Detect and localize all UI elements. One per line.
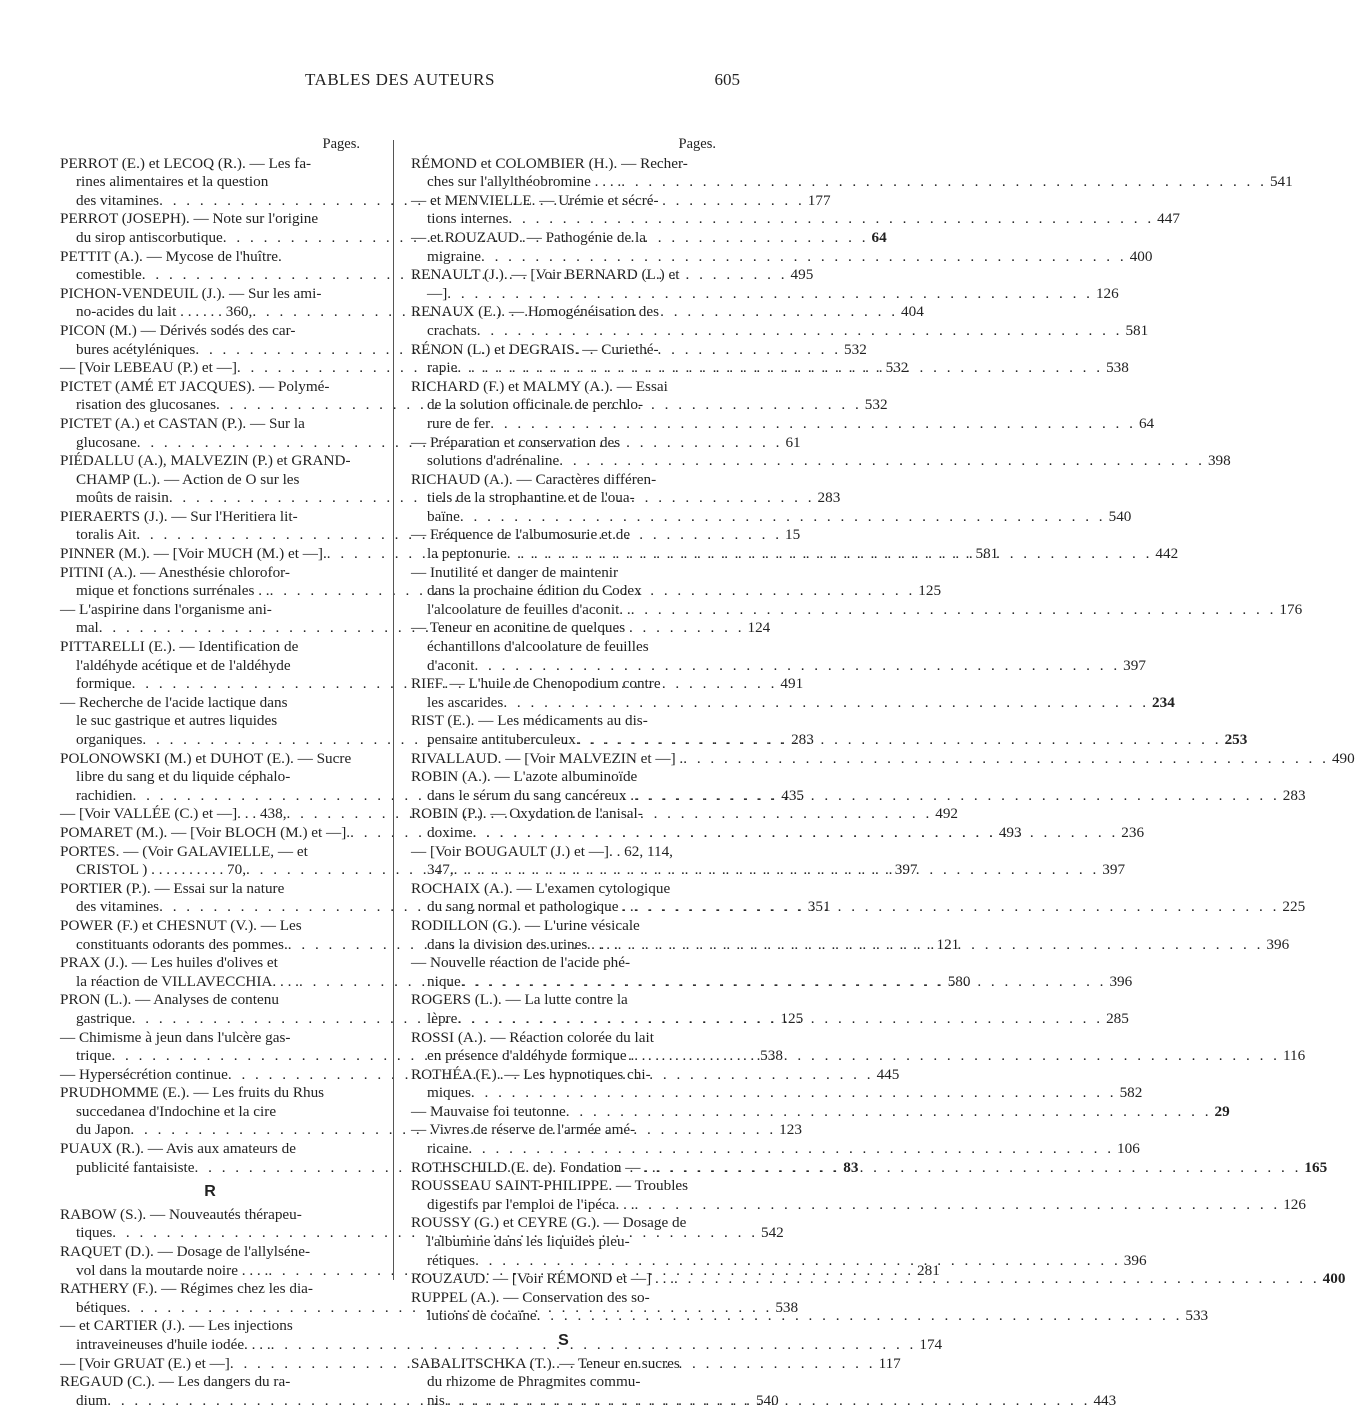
entry-page: 123 [779, 1121, 802, 1139]
entry-text: CRISTOL ) . . . . . . . . . . 70, [76, 861, 247, 879]
leader-dots [474, 657, 1120, 676]
entry-page: 397 [1102, 861, 1126, 879]
entry-text: succedanea d'Indochine et la cire [76, 1102, 277, 1120]
entry-text: l'aldéhyde acétique et de l'aldéhyde [76, 656, 291, 674]
entry-text: PRUDHOMME (E.). — Les fruits du Rhus [60, 1084, 325, 1102]
entry-page: 542 [760, 1224, 784, 1242]
entry-page: 491 [780, 675, 804, 693]
entry-text: ROGERS (L.). — La lutte contre la [411, 991, 628, 1009]
index-entry [411, 154, 1293, 192]
entry-page: 15 [785, 526, 801, 544]
entry-text: libre du sang et du liquide céphalo- [76, 768, 291, 786]
entry-page: 533 [1185, 1307, 1209, 1325]
leader-dots [477, 322, 1123, 341]
entry-text: RUPPEL (A.). — Conservation des so- [411, 1288, 650, 1306]
entry-page: 285 [1106, 1009, 1129, 1027]
leader-dots [634, 787, 1280, 806]
entry-text: miques [427, 1084, 471, 1102]
entry-text: du Japon [76, 1121, 131, 1139]
leader-dots [490, 415, 1136, 434]
leader-dots [468, 1140, 1114, 1159]
section-letter: S [558, 1332, 569, 1349]
entry-page: 442 [1155, 545, 1179, 563]
entry-text: lutions de cocaïne [427, 1307, 537, 1325]
entry-page: 64 [871, 228, 887, 246]
entry-text: — Chimisme à jeun dans l'ulcère gas- [60, 1028, 291, 1046]
entry-text: PRAX (J.). — Les huiles d'olives et [60, 954, 278, 972]
entry-text: RIVALLAUD. — [Voir MALVEZIN et —] . [411, 749, 684, 767]
leader-dots [634, 1047, 1280, 1066]
entry-page: 234 [1152, 693, 1175, 711]
entry-text: CHAMP (L.). — Action de O sur les [76, 470, 300, 488]
entry-text: intraveineuses d'huile iodée. . . . [76, 1336, 271, 1353]
leader-dots [471, 1084, 1117, 1103]
entry-text: — Hypersécrétion continue [60, 1065, 228, 1083]
entry-text: — Mauvaise foi teutonne [411, 1102, 566, 1120]
entry-page: 396 [1109, 972, 1133, 990]
entry-text: nis [427, 1391, 445, 1409]
entry-page: 581 [1125, 321, 1149, 339]
entry-page: 581 [975, 545, 999, 563]
entry-page: 106 [1117, 1140, 1140, 1158]
entry-text: d'aconit [427, 656, 475, 674]
entry-text: — Vivres de réserve de l'armée amé- [411, 1121, 636, 1139]
pages-label: Pages. [322, 136, 360, 152]
entry-text: ROSSI (A.). — Réaction colorée du lait [411, 1028, 654, 1046]
leader-dots [621, 173, 1267, 192]
entry-page: 283 [1282, 786, 1306, 804]
entry-page: 121 [936, 935, 960, 953]
entry-page: 83 [843, 1158, 859, 1176]
entry-text: PICHON-VENDEUIL (J.). — Sur les ami- [60, 284, 322, 302]
leader-dots [618, 936, 1264, 955]
entry-text: ricaine [427, 1140, 469, 1158]
entry-text: — [Voir GRUAT (E.) et —] [60, 1354, 230, 1372]
entry-text: 347, [427, 861, 454, 879]
entry-page: 174 [919, 1336, 943, 1353]
entry-text: toralis Ait [76, 526, 137, 544]
entry-text: RODILLON (G.). — L'urine vésicale [411, 916, 640, 934]
entry-page: 495 [790, 266, 814, 284]
entry-text: trique [76, 1047, 112, 1065]
entry-text: — Nouvelle réaction de l'acide phé- [411, 954, 631, 972]
entry-text: RATHERY (F.). — Régimes chez les dia- [60, 1280, 313, 1298]
entry-page: 29 [1214, 1102, 1230, 1120]
entry-text: PIÉDALLU (A.), MALVEZIN (P.) et GRAND- [60, 452, 351, 470]
entry-text: formique [76, 675, 132, 693]
entry-text: PUAUX (R.). — Avis aux amateurs de [60, 1140, 296, 1158]
leader-dots [537, 1307, 1183, 1326]
entry-text: comestible [76, 266, 142, 284]
entry-text: du sirop antiscorbutique [76, 228, 223, 246]
entry-text: RABOW (S.). — Nouveautés thérapeu- [60, 1205, 302, 1223]
leader-dots [461, 973, 1107, 992]
entry-text: — Préparation et conservation des [411, 433, 621, 451]
entry-text: PRON (L.). — Analyses de contenu [60, 991, 279, 1009]
entry-text: SABALITSCHKA (T.). — Teneur en sucres [411, 1354, 680, 1372]
entry-text: — L'aspirine dans l'organisme ani- [60, 600, 272, 618]
entry-page: 397 [1123, 656, 1146, 674]
leader-dots [631, 601, 1277, 620]
entry-text: — Teneur en aconitine de quelques [411, 619, 626, 637]
entry-page: 582 [1119, 1084, 1143, 1102]
entry-text: migraine [427, 247, 481, 265]
entry-text: la peptonurie [427, 545, 507, 563]
entry-page: 540 [755, 1391, 779, 1409]
entry-text: rachidien [76, 786, 133, 804]
entry-text: PERROT (E.) et LECOQ (R.). — Les fa- [60, 154, 312, 172]
leader-dots [566, 1103, 1212, 1122]
entry-page: 396 [1266, 935, 1290, 953]
entry-text: — Recherche de l'acide lactique dans [60, 693, 288, 711]
leader-dots [457, 1010, 1103, 1029]
leader-dots [683, 750, 1329, 769]
entry-text: bétiques [76, 1298, 127, 1316]
entry-text: — Fréquence de l'albumosurie et de [411, 526, 631, 544]
entry-page: 493 [998, 823, 1022, 841]
entry-text: RÉNON (L.) et DEGRAIS. — Curiethé- [411, 340, 659, 358]
entry-page: 397 [894, 861, 918, 879]
leader-dots [559, 452, 1205, 471]
entry-text: PINNER (M.). — [Voir MUCH (M.) et —]. [60, 545, 327, 563]
entry-text: RAQUET (D.). — Dosage de l'allylséne- [60, 1243, 311, 1261]
entry-page: 398 [1207, 452, 1231, 470]
entry-page: 404 [901, 303, 924, 321]
entry-page: 125 [780, 1009, 804, 1027]
entry-text: ROUSSY (G.) et CEYRE (G.). — Dosage de [411, 1214, 687, 1232]
entry-text: digestifs par l'emploi de l'ipéca. . . [427, 1195, 635, 1213]
entry-text: crachats [427, 321, 477, 339]
entry-text: doxime [427, 823, 473, 841]
entry-page: 125 [918, 582, 942, 600]
entry-text: du sang normal et pathologique . . [427, 898, 634, 916]
entry-text: rétiques [427, 1251, 476, 1269]
entry-page: 538 [760, 1047, 783, 1065]
leader-dots [507, 545, 1153, 564]
entry-text: PICTET (AMÉ ET JACQUES). — Polymé- [60, 377, 330, 395]
entry-text: RENAULT (J.). — [Voir BERNARD (L.) et [411, 266, 680, 284]
entry-text: RICHAUD (A.). — Caractères différen- [411, 470, 657, 488]
page-header [60, 70, 740, 100]
entry-page: 126 [1283, 1195, 1306, 1213]
entry-text: PORTIER (P.). — Essai sur la nature [60, 879, 285, 897]
entry-page: 540 [1108, 507, 1132, 525]
entry-text: gastrique [76, 1009, 132, 1027]
leader-dots [635, 1196, 1281, 1215]
entry-text: PITTARELLI (E.). — Identification de [60, 638, 299, 656]
entry-text: ROUSSEAU SAINT-PHILIPPE. — Troubles [411, 1177, 689, 1195]
entry-text: rines alimentaires et la question [76, 173, 269, 191]
entry-text: PICON (M.) — Dérivés sodés des car- [60, 321, 296, 339]
entry-page: 177 [807, 191, 831, 209]
entry-text: nique [427, 972, 461, 990]
entry-text: la réaction de VILLAVECCHIA. . . . [76, 972, 299, 990]
entry-text: mal [76, 619, 99, 637]
entry-page: 541 [1269, 173, 1293, 191]
entry-page: 447 [1157, 210, 1180, 228]
index-entry [60, 1317, 943, 1354]
entry-page: 253 [1224, 731, 1248, 748]
entry-text: ROBIN (P.). — Oxydation de l'anisal- [411, 805, 643, 823]
entry-text: PETTIT (A.). — Mycose de l'huître. [60, 247, 282, 265]
entry-page: 443 [1093, 1391, 1117, 1409]
entry-text: ROCHAIX (A.). — L'examen cytologique [411, 879, 671, 897]
section-letter: R [204, 1183, 216, 1201]
leader-dots [454, 861, 1100, 880]
entry-text: l'alcoolature de feuilles d'aconit. . [427, 600, 631, 618]
entry-page: 445 [876, 1065, 900, 1083]
entry-text: no-acides du lait . . . . . . 360, [76, 303, 253, 321]
entry-text: tiels de la strophantine et de l'oua- [427, 489, 635, 507]
entry-text: constituants odorants des pommes. [76, 935, 288, 953]
entry-text: RÉMOND et COLOMBIER (H.). — Recher- [411, 154, 688, 172]
index-entry [411, 749, 1355, 769]
entry-page: 490 [1331, 749, 1355, 767]
entry-text: dium [76, 1391, 108, 1409]
entry-text: des vitamines [76, 191, 160, 209]
entry-page: 176 [1279, 600, 1303, 618]
entry-page: 532 [844, 340, 867, 358]
entry-text: échantillons d'alcoolature de feuilles [427, 638, 649, 656]
entry-text: solutions d'adrénaline [427, 452, 560, 470]
running-head: TABLES DES AUTEURS [305, 70, 495, 89]
leader-dots [473, 824, 1119, 843]
entry-text: — et CARTIER (J.). — Les injections [60, 1317, 293, 1335]
leader-dots [475, 1252, 1121, 1271]
entry-page: 400 [1129, 247, 1153, 265]
entry-text: tions internes [427, 210, 509, 228]
pages-label: Pages. [678, 136, 716, 152]
entry-text: rure de fer [427, 414, 491, 432]
entry-text: dans la division des urines . . . . [427, 935, 618, 953]
entry-text: ROTHÉA (F.). — Les hypnotiques chi- [411, 1065, 651, 1083]
entry-text: publicité fantaisiste [76, 1158, 195, 1176]
entry-text: les ascarides [427, 693, 504, 711]
entry-text: moûts de raisin [76, 489, 169, 507]
entry-text: — et ROUZAUD. — Pathogénie de la [411, 228, 646, 246]
entry-text: tiques [76, 1224, 113, 1242]
entry-text: — et MENVIELLE. — Urémie et sécré- [411, 191, 659, 209]
entry-text: baïne [427, 507, 460, 525]
leader-dots [457, 359, 1103, 378]
entry-page: 435 [781, 786, 804, 804]
leader-dots [634, 898, 1280, 917]
entry-text: ROBIN (A.). — L'azote albuminoïde [411, 768, 638, 786]
entry-text: RENAUX (E.). — Homogénéisation des [411, 303, 660, 321]
leader-dots [674, 1270, 1320, 1289]
entry-text: dans le sérum du sang cancéreux . [427, 786, 635, 804]
entry-text: PICTET (A.) et CASTAN (P.). — Sur la [60, 414, 305, 432]
leader-dots [447, 285, 1093, 304]
entry-text: REGAUD (C.). — Les dangers du ra- [60, 1373, 291, 1391]
entry-text: lèpre [427, 1009, 458, 1027]
entry-page: 236 [1121, 823, 1145, 841]
entry-text: POLONOWSKI (M.) et DUHOT (E.). — Sucre [60, 749, 352, 767]
leader-dots [481, 248, 1127, 267]
entry-text: de la solution officinale de perchlo- [427, 396, 644, 414]
entry-text: RICHARD (F.) et MALMY (A.). — Essai [411, 377, 668, 395]
entry-page: 64 [1138, 414, 1155, 432]
entry-page: 492 [935, 805, 959, 823]
entry-text: du rhizome de Phragmites commu- [427, 1373, 641, 1391]
entry-text: le suc gastrique et autres liquides [76, 712, 278, 730]
entry-text: ROUZAUD. — [Voir RÉMOND et —] . . . [411, 1270, 674, 1288]
entry-page: 225 [1282, 898, 1306, 916]
column-divider [393, 140, 394, 1280]
entry-page: 61 [785, 433, 801, 451]
entry-page: 281 [917, 1261, 940, 1279]
entry-text: POMARET (M.). — [Voir BLOCH (M.) et —]. [60, 823, 351, 841]
entry-text: RIFF. — L'huile de Chenopodium contre [411, 675, 661, 693]
entry-text: vol dans la moutarde noire . . . . [76, 1261, 269, 1279]
entry-text: pensaire antituberculeux [427, 731, 576, 748]
index-entry [411, 1102, 1230, 1122]
entry-text: l'albumine dans les liquides pleu- [427, 1233, 630, 1251]
entry-text: ches sur l'allylthéobromine . . . . [427, 173, 622, 191]
entry-text: — Inutilité et danger de maintenir [411, 563, 619, 581]
leader-dots [656, 1159, 1302, 1178]
entry-page: 532 [864, 396, 888, 414]
entry-page: 124 [747, 619, 771, 637]
entry-text: dans la prochaine édition du Codex [427, 582, 642, 600]
entry-text: — [Voir BOUGAULT (J.) et —]. . 62, 114, [411, 842, 673, 860]
entry-text: POWER (F.) et CHESNUT (V.). — Les [60, 916, 302, 934]
entry-page: 117 [878, 1354, 901, 1372]
entry-page: 396 [1123, 1251, 1147, 1269]
leader-dots [508, 210, 1154, 229]
entry-text: RIST (E.). — Les médicaments au dis- [411, 712, 648, 730]
entry-text: des vitamines [76, 898, 160, 916]
entry-text: rapie [427, 359, 458, 377]
entry-text: mique et fonctions surrénales . . [76, 582, 270, 600]
index-entry [411, 842, 1126, 880]
entry-page: 351 [807, 898, 831, 916]
entry-text: risation des glucosanes [76, 396, 217, 414]
leader-dots [576, 731, 1222, 750]
entry-text: PORTES. — (Voir GALAVIELLE, — et [60, 842, 308, 860]
entry-page: 532 [885, 359, 909, 377]
entry-text: — [Voir LEBEAU (P.) et —] [60, 359, 237, 377]
entry-text: PERROT (JOSEPH). — Note sur l'origine [60, 210, 319, 228]
entry-text: en présence d'aldéhyde formique . [427, 1047, 635, 1065]
entry-text: PIERAERTS (J.). — Sur l'Heritiera lit- [60, 507, 298, 525]
entry-text: — [Voir VALLÉE (C.) et —]. . . 438, [60, 805, 287, 823]
entry-page: 126 [1095, 284, 1119, 302]
entry-page: 116 [1282, 1047, 1306, 1065]
entry-text: PITINI (A.). — Anesthésie chlorofor- [60, 563, 290, 581]
leader-dots [445, 1392, 1091, 1410]
leader-dots [503, 694, 1149, 713]
index-entry [411, 1177, 1306, 1214]
entry-text: —] [427, 284, 448, 302]
entry-page: 283 [791, 731, 814, 748]
entry-text: organiques [76, 731, 143, 748]
entry-text: glucosane [76, 433, 137, 451]
leader-dots [460, 508, 1106, 527]
entry-page: 580 [947, 972, 971, 990]
entry-page: 538 [775, 1298, 799, 1316]
entry-page: 538 [1106, 359, 1129, 377]
entry-text: bures acétyléniques [76, 340, 196, 358]
entry-page: 400 [1322, 1270, 1346, 1288]
entry-page: 283 [817, 489, 841, 507]
entry-text: ROTHSCHILD (E. de). Fondation — . . [411, 1158, 656, 1176]
entry-page: 165 [1304, 1158, 1328, 1176]
page-number: 605 [714, 70, 740, 89]
